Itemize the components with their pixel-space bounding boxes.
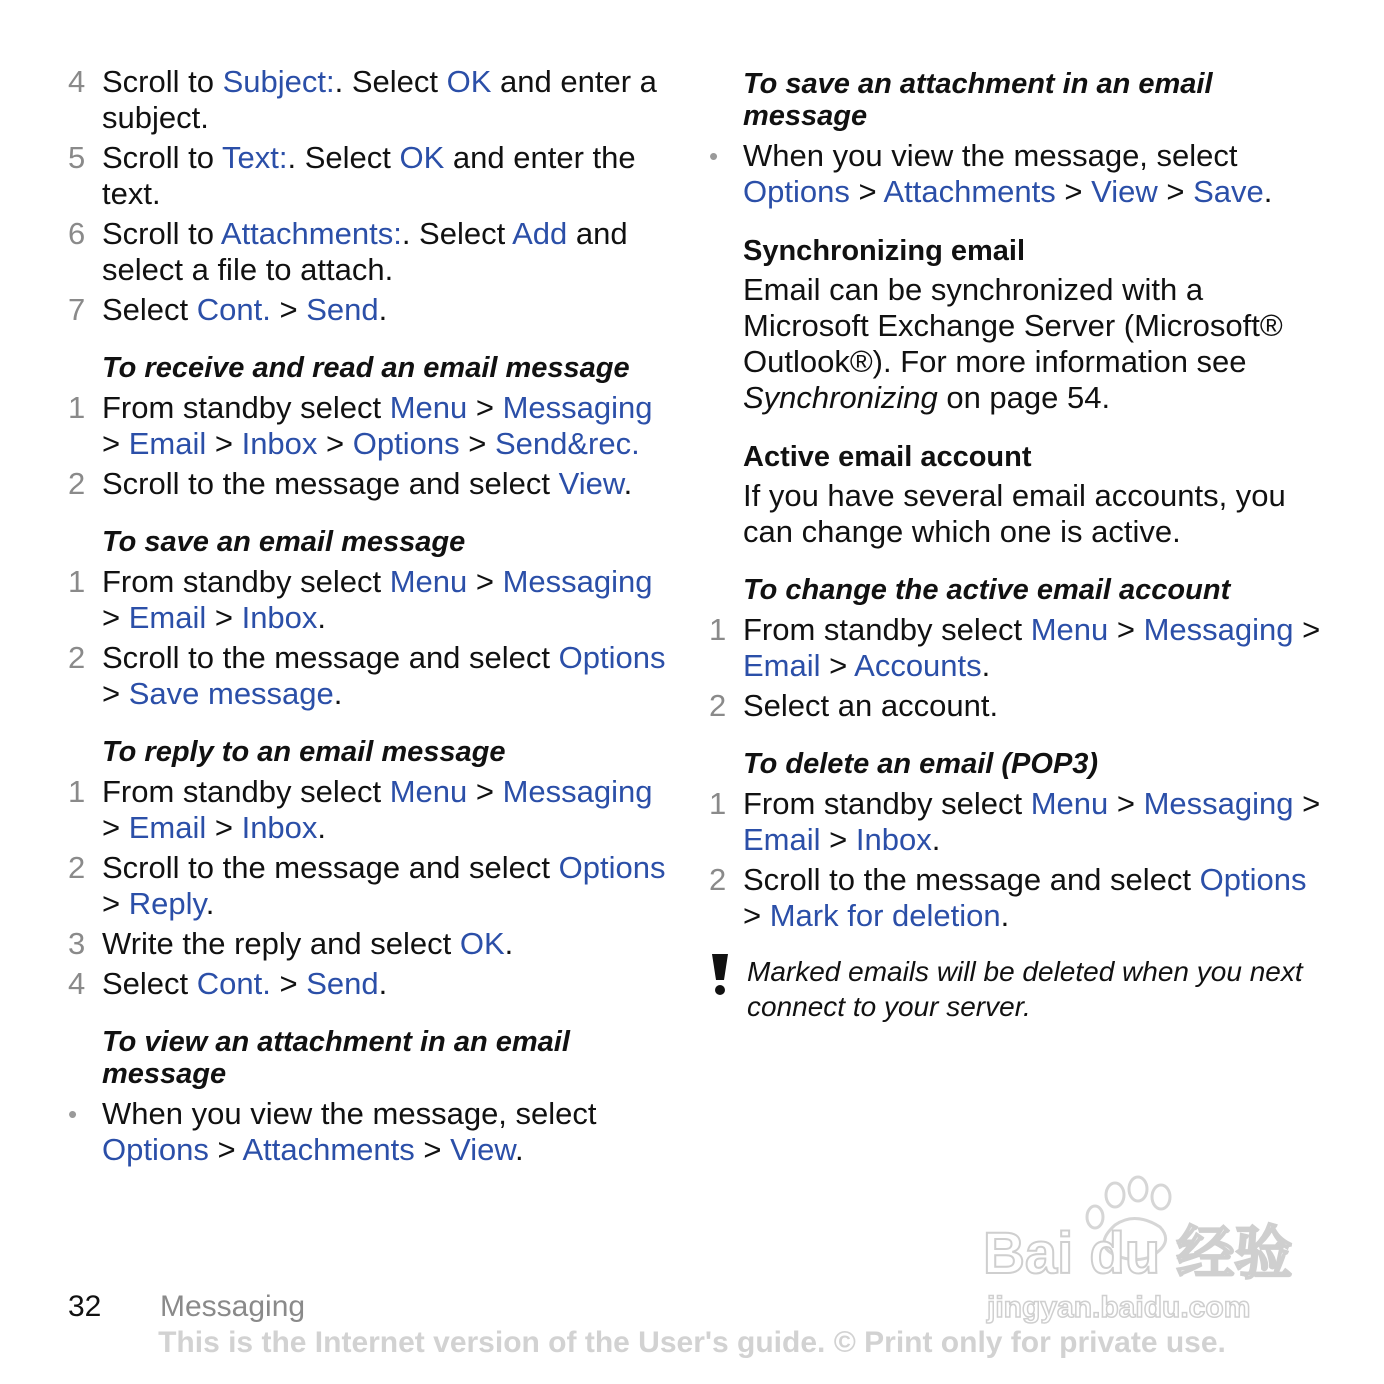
instruction-text: Scroll to the message and select xyxy=(743,862,1200,897)
step-number: 1 xyxy=(68,774,86,809)
step-text xyxy=(743,688,1329,724)
instruction-text: > xyxy=(1108,786,1144,821)
menu-path-item: Save message xyxy=(128,676,334,711)
instruction-text: Write the reply and select xyxy=(102,926,460,961)
instruction-text: and enter the text. xyxy=(102,140,636,211)
instruction-text: and select a file to attach. xyxy=(102,216,628,287)
instruction-text: > xyxy=(414,1132,451,1167)
menu-path-item: Menu xyxy=(389,564,468,599)
menu-path-item: Cont. xyxy=(196,966,271,1001)
instruction-text: From standby select xyxy=(102,390,390,425)
instruction-text: > xyxy=(459,426,495,461)
menu-path-item: Inbox xyxy=(241,426,318,461)
menu-path-item: Send xyxy=(306,292,379,327)
bullet-text xyxy=(743,138,1329,210)
steps-change-account xyxy=(709,612,1329,724)
instruction-text: Scroll to the message and select xyxy=(102,640,559,675)
instruction-text: > xyxy=(102,426,129,461)
menu-path-item: Options xyxy=(743,174,850,209)
instruction-text: From standby select xyxy=(743,612,1031,647)
menu-path-item: Email xyxy=(128,426,207,461)
instruction-text: Select an account. xyxy=(743,688,999,723)
step-item xyxy=(68,390,668,462)
step-text xyxy=(102,640,668,712)
step-text xyxy=(102,926,668,962)
menu-path-item: Messaging xyxy=(1143,786,1294,821)
instruction-text: > xyxy=(467,564,503,599)
legal-notice: This is the Internet version of the User's guide. © Print only for private use. xyxy=(158,1326,1226,1359)
instruction-text: > xyxy=(1293,612,1321,647)
menu-path-item: Attachments: xyxy=(220,216,402,251)
baidu-watermark xyxy=(975,1175,1305,1325)
sync-text-after: on page 54. xyxy=(937,380,1111,415)
instruction-text: . Select xyxy=(334,64,447,99)
instruction-text: . xyxy=(317,600,327,635)
menu-path-item: Email xyxy=(128,600,207,635)
instruction-text: From standby select xyxy=(102,774,390,809)
step-item xyxy=(68,564,668,636)
instruction-text: and enter a subject. xyxy=(102,64,657,135)
step-text xyxy=(743,862,1329,934)
instruction-text: . xyxy=(378,292,388,327)
step-text xyxy=(102,64,668,136)
heading-view-attachment: To view an attachment in an email message xyxy=(102,1026,570,1090)
menu-path-item: Attachments xyxy=(883,174,1056,209)
menu-path-item: Email xyxy=(743,822,821,857)
menu-path-item: Inbox xyxy=(241,600,318,635)
menu-path-item: Mark for deletion xyxy=(769,898,1001,933)
instruction-text: Scroll to xyxy=(102,216,221,251)
steps-compose xyxy=(68,64,668,328)
step-text xyxy=(743,612,1329,684)
instruction-text: Select xyxy=(102,292,197,327)
step-item xyxy=(68,774,668,846)
step-item xyxy=(68,966,668,1002)
menu-path-item: View xyxy=(450,1132,516,1167)
instruction-text: . xyxy=(931,822,941,857)
step-item xyxy=(68,466,668,502)
menu-path-item: Messaging xyxy=(502,564,653,599)
heading-delete-email: To delete an email (POP3) xyxy=(743,748,1099,780)
menu-path-item: Add xyxy=(512,216,568,251)
instruction-text: Select xyxy=(102,966,197,1001)
instruction-text: . xyxy=(205,886,215,921)
step-number: 2 xyxy=(68,640,86,675)
instruction-text: > xyxy=(102,886,129,921)
menu-path-item: Save xyxy=(1193,174,1264,209)
steps-receive xyxy=(68,390,668,502)
instruction-text: > xyxy=(820,648,855,683)
menu-path-item: Inbox xyxy=(241,810,318,845)
instruction-text: . xyxy=(504,926,514,961)
heading-save-message: To save an email message xyxy=(102,526,466,558)
bullet-mark: • xyxy=(709,141,719,171)
menu-path-item: Options xyxy=(558,640,666,675)
instruction-text: Scroll to the message and select xyxy=(102,850,559,885)
menu-path-item: OK xyxy=(399,140,445,175)
menu-path-item: Reply xyxy=(128,886,206,921)
step-text xyxy=(102,966,668,1002)
step-text xyxy=(102,390,668,462)
instruction-text: > xyxy=(1108,612,1144,647)
instruction-text: . xyxy=(981,648,991,683)
heading-receive: To receive and read an email message xyxy=(102,352,630,384)
instruction-text: > xyxy=(820,822,856,857)
baidu-logo-icon xyxy=(975,1175,1305,1325)
instruction-text: . xyxy=(623,466,633,501)
menu-path-item: Accounts xyxy=(854,648,982,683)
page-number: 32 xyxy=(68,1290,102,1323)
step-number: 6 xyxy=(68,216,86,251)
instruction-text: . xyxy=(1000,898,1010,933)
step-text xyxy=(102,850,668,922)
instruction-text: When you view the message, select xyxy=(102,1096,597,1131)
instruction-text: . Select xyxy=(287,140,400,175)
steps-reply xyxy=(68,774,668,1002)
step-number: 2 xyxy=(68,850,86,885)
menu-path-item: Menu xyxy=(389,390,468,425)
watermark-url: jingyan.baidu.com xyxy=(987,1291,1251,1324)
instruction-text: > xyxy=(208,1132,243,1167)
bullet-save-attachment xyxy=(709,138,1329,210)
step-item xyxy=(709,862,1329,934)
section-name: Messaging xyxy=(160,1290,306,1323)
steps-delete-email xyxy=(709,786,1329,934)
instruction-text: > xyxy=(102,676,129,711)
menu-path-item: Subject: xyxy=(222,64,335,99)
step-item xyxy=(68,64,668,136)
heading-reply: To reply to an email message xyxy=(102,736,506,768)
heading-change-account: To change the active email account xyxy=(743,574,1231,606)
step-number: 3 xyxy=(68,926,86,961)
instruction-text: . xyxy=(317,810,327,845)
instruction-text: > xyxy=(102,810,129,845)
instruction-text: > xyxy=(467,774,503,809)
step-number: 1 xyxy=(709,612,727,647)
step-item xyxy=(68,926,668,962)
menu-path-item: Menu xyxy=(1030,786,1109,821)
watermark-logo-text: Bai du 经验 xyxy=(983,1221,1293,1286)
paragraph-active-account: If you have several email accounts, you can change which one is active. xyxy=(743,478,1286,549)
instruction-text: > xyxy=(206,600,242,635)
step-number: 4 xyxy=(68,966,86,1001)
step-item xyxy=(68,292,668,328)
title-active-email-account: Active email account xyxy=(743,441,1032,473)
step-text xyxy=(102,466,668,502)
menu-path-item: Options xyxy=(352,426,460,461)
step-number: 7 xyxy=(68,292,86,327)
instruction-text: > xyxy=(1055,174,1092,209)
note xyxy=(709,954,1329,1024)
menu-path-item: Messaging xyxy=(502,774,653,809)
instruction-text: > xyxy=(849,174,884,209)
instruction-text: > xyxy=(467,390,503,425)
instruction-text: From standby select xyxy=(102,564,390,599)
instruction-text: > xyxy=(102,600,129,635)
instruction-text: > xyxy=(317,426,353,461)
step-number: 1 xyxy=(68,564,86,599)
sync-reference: Synchronizing xyxy=(743,380,938,415)
instruction-text: > xyxy=(270,292,307,327)
title-synchronizing-email: Synchronizing email xyxy=(743,235,1025,267)
exclamation-icon xyxy=(709,954,747,1024)
step-text xyxy=(102,774,668,846)
instruction-text: > xyxy=(1157,174,1194,209)
left-column xyxy=(68,64,668,1172)
menu-path-item: Messaging xyxy=(502,390,653,425)
step-text xyxy=(102,140,668,212)
bullet-mark: • xyxy=(68,1099,78,1129)
menu-path-item: Messaging xyxy=(1143,612,1294,647)
instruction-text: . xyxy=(1263,174,1273,209)
step-item xyxy=(68,850,668,922)
menu-path-item: Email xyxy=(743,648,821,683)
step-number: 2 xyxy=(709,688,727,723)
instruction-text: > xyxy=(206,810,242,845)
step-text xyxy=(102,216,668,288)
menu-path-item: Options xyxy=(1199,862,1307,897)
instruction-text: From standby select xyxy=(743,786,1031,821)
menu-path-item: Inbox xyxy=(855,822,932,857)
menu-path-item: OK xyxy=(446,64,492,99)
instruction-text: . xyxy=(378,966,388,1001)
instruction-text: Scroll to the message and select xyxy=(102,466,559,501)
step-number: 1 xyxy=(68,390,86,425)
menu-path-item: View xyxy=(1091,174,1158,209)
instruction-text: > xyxy=(270,966,307,1001)
instruction-text: Scroll to xyxy=(102,64,223,99)
note-text: Marked emails will be deleted when you next connect to your server. xyxy=(747,956,1303,1022)
menu-path-item: OK xyxy=(459,926,505,961)
step-item xyxy=(709,786,1329,858)
bullet-text xyxy=(102,1096,668,1168)
paragraph-synchronizing xyxy=(743,272,1329,416)
menu-path-item: Send&rec. xyxy=(494,426,640,461)
menu-path-item: Options xyxy=(102,1132,209,1167)
steps-save-message xyxy=(68,564,668,712)
step-number: 2 xyxy=(709,862,727,897)
menu-path-item: Email xyxy=(128,810,207,845)
step-item xyxy=(68,216,668,288)
instruction-text: > xyxy=(206,426,242,461)
menu-path-item: Menu xyxy=(1030,612,1109,647)
step-text xyxy=(743,786,1329,858)
right-column xyxy=(709,64,1329,1024)
instruction-text: . xyxy=(333,676,343,711)
menu-path-item: Send xyxy=(306,966,379,1001)
menu-path-item: Options xyxy=(558,850,666,885)
bullet-view-attachment xyxy=(68,1096,668,1168)
menu-path-item: Text: xyxy=(222,140,288,175)
step-text xyxy=(102,292,668,328)
step-number: 4 xyxy=(68,64,86,99)
instruction-text: . Select xyxy=(401,216,513,251)
menu-path-item: Menu xyxy=(389,774,468,809)
step-number: 1 xyxy=(709,786,727,821)
menu-path-item: Cont. xyxy=(196,292,271,327)
step-item xyxy=(68,640,668,712)
step-item xyxy=(68,140,668,212)
step-number: 2 xyxy=(68,466,86,501)
step-number: 5 xyxy=(68,140,86,175)
instruction-text: Scroll to xyxy=(102,140,223,175)
heading-save-attachment: To save an attachment in an email message xyxy=(743,68,1213,132)
instruction-text: > xyxy=(743,898,770,933)
step-text xyxy=(102,564,668,636)
menu-path-item: View xyxy=(558,466,624,501)
instruction-text: When you view the message, select xyxy=(743,138,1238,173)
instruction-text: > xyxy=(1293,786,1321,821)
step-item xyxy=(709,688,1329,724)
menu-path-item: Attachments xyxy=(242,1132,415,1167)
step-item xyxy=(709,612,1329,684)
sync-text-before: Email can be synchronized with a Microsoft Exchange Server (Microsoft® Outlook®). For more information see xyxy=(743,272,1283,379)
instruction-text: . xyxy=(515,1132,524,1167)
